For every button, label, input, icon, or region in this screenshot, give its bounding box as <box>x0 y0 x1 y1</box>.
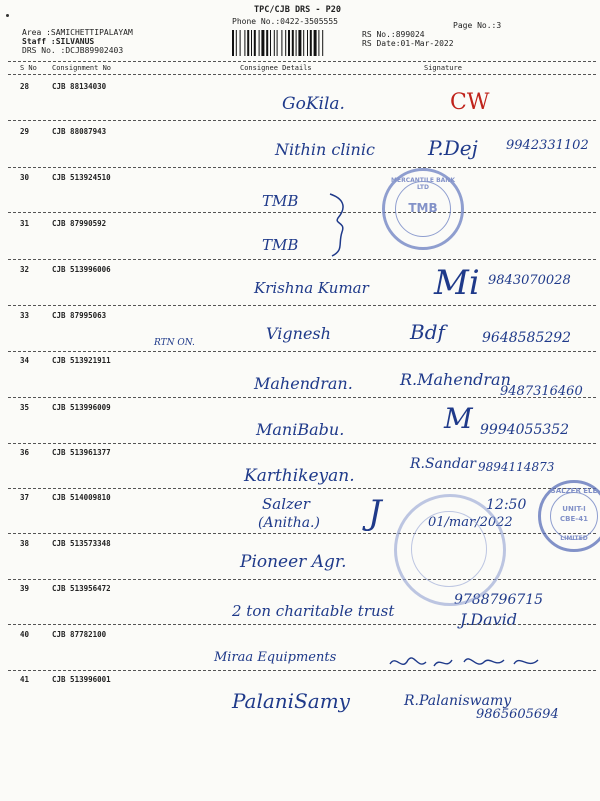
phone-number: 9942331102 <box>506 138 589 153</box>
row-divider <box>8 624 596 625</box>
row-sno: 40 <box>20 630 30 639</box>
consignee-name: ManiBabu. <box>256 420 345 439</box>
row-consignment: CJB 514009810 <box>52 493 111 502</box>
row-consignment: CJB 87995063 <box>52 311 107 320</box>
signature: J.David <box>460 610 518 629</box>
row-sno: 29 <box>20 127 30 136</box>
row-divider <box>8 488 596 489</box>
row-divider <box>8 533 596 534</box>
row-sno: 35 <box>20 403 30 412</box>
row-divider <box>8 120 596 121</box>
receipt-stamp <box>394 494 506 606</box>
signature: J <box>368 493 382 533</box>
row-divider <box>8 397 596 398</box>
row-consignment: CJB 87990592 <box>52 219 107 228</box>
row-sno: 34 <box>20 356 30 365</box>
row-consignment: CJB 513956472 <box>52 584 111 593</box>
row-consignment: CJB 87782100 <box>52 630 107 639</box>
row-consignment: CJB 513996009 <box>52 403 111 412</box>
row-sno: 32 <box>20 265 30 274</box>
row-divider <box>8 212 596 213</box>
signature: R.Sandar <box>410 456 476 472</box>
row-divider <box>8 670 596 671</box>
row-consignment: CJB 513573348 <box>52 539 111 548</box>
row-consignment: CJB 513921911 <box>52 356 111 365</box>
row-sno: 38 <box>20 539 30 548</box>
consignee-name: Salzer <box>262 495 310 513</box>
document-title: TPC/CJB DRS - P20 <box>254 5 341 15</box>
column-header-consignment: Consignment No <box>52 64 112 72</box>
rs-date: RS Date:01-Mar-2022 <box>362 39 454 48</box>
row-divider <box>8 351 596 352</box>
page-number: Page No.:3 <box>453 21 502 30</box>
row-consignment: CJB 88087943 <box>52 127 107 136</box>
row-sno: 39 <box>20 584 30 593</box>
row-divider <box>8 305 596 306</box>
consignee-name: TMB <box>262 192 299 210</box>
row-sno: 33 <box>20 311 30 320</box>
consignee-name: Krishna Kumar <box>254 279 369 297</box>
consignee-name: Karthikeyan. <box>244 466 355 486</box>
column-header-sno: S No <box>20 64 37 72</box>
staff-label: Staff :SILVANUS <box>22 37 95 46</box>
phone-number: 9487316460 <box>500 384 583 399</box>
consignee-name: TMB <box>262 236 299 254</box>
phone-number: 9865605694 <box>476 707 559 722</box>
consignee-name: 2 ton charitable trust <box>232 602 395 620</box>
return-note: RTN ON. <box>154 338 195 348</box>
row-divider <box>8 579 596 580</box>
signature: R.Mahendran <box>400 370 511 389</box>
bracket-mark <box>326 192 354 258</box>
row-divider <box>8 167 596 168</box>
row-consignment: CJB 513996001 <box>52 675 111 684</box>
consignee-name: PalaniSamy <box>232 689 350 713</box>
tmb-bank-stamp: MERCANTILE BANK LTD TMB <box>382 168 464 250</box>
column-header-details: Consignee Details <box>240 64 312 72</box>
row-consignment: CJB 88134030 <box>52 82 107 91</box>
area-label: Area :SAMICHETTIPALAYAM <box>22 28 133 37</box>
phone-number: 9843070028 <box>488 273 571 288</box>
signature: Bdf <box>410 320 445 344</box>
row-sno: 30 <box>20 173 30 182</box>
row-sno: 28 <box>20 82 30 91</box>
row-sno: 31 <box>20 219 30 228</box>
phone-number: 9894114873 <box>478 460 555 474</box>
salzer-company-stamp: SALZER ELE UNIT-I CBE-41 LIMITED <box>538 480 600 552</box>
drs-number: DRS No. :DCJB89902403 <box>22 46 124 55</box>
signature: CW <box>450 90 490 115</box>
row-consignment: CJB 513961377 <box>52 448 111 457</box>
row-sno: 36 <box>20 448 30 457</box>
consignee-name: Miraa Equipments <box>214 650 337 665</box>
row-sno: 41 <box>20 675 30 684</box>
row-consignment: CJB 513996006 <box>52 265 111 274</box>
consignee-subname: (Anitha.) <box>258 515 320 531</box>
barcode <box>231 30 357 56</box>
row-consignment: CJB 513924510 <box>52 173 111 182</box>
header-rule-bottom <box>8 74 596 75</box>
phone-number: Phone No.:0422-3505555 <box>232 17 338 26</box>
delivery-date: 01/mar/2022 <box>428 515 513 530</box>
phone-number: 9648585292 <box>482 330 572 346</box>
phone-number: 9994055352 <box>480 422 570 438</box>
consignee-name: Mahendran. <box>254 374 353 393</box>
signature: P.Dej <box>428 136 478 160</box>
column-header-signature: Signature <box>424 64 462 72</box>
signature: Mi <box>434 263 480 303</box>
consignee-name: Vignesh <box>266 324 331 343</box>
signature: M <box>444 402 473 435</box>
rs-number: RS No.:899024 <box>362 30 425 39</box>
header-rule-top <box>8 61 596 62</box>
consignee-name: Pioneer Agr. <box>240 552 347 572</box>
phone-number: 9788796715 <box>454 592 544 608</box>
row-divider <box>8 259 596 260</box>
signature: R.Palaniswamy <box>404 693 512 709</box>
row-sno: 37 <box>20 493 30 502</box>
consignee-name: Nithin clinic <box>275 140 375 159</box>
delivery-time: 12:50 <box>486 497 527 513</box>
row-divider <box>8 443 596 444</box>
consignee-name: GoKila. <box>282 94 345 114</box>
